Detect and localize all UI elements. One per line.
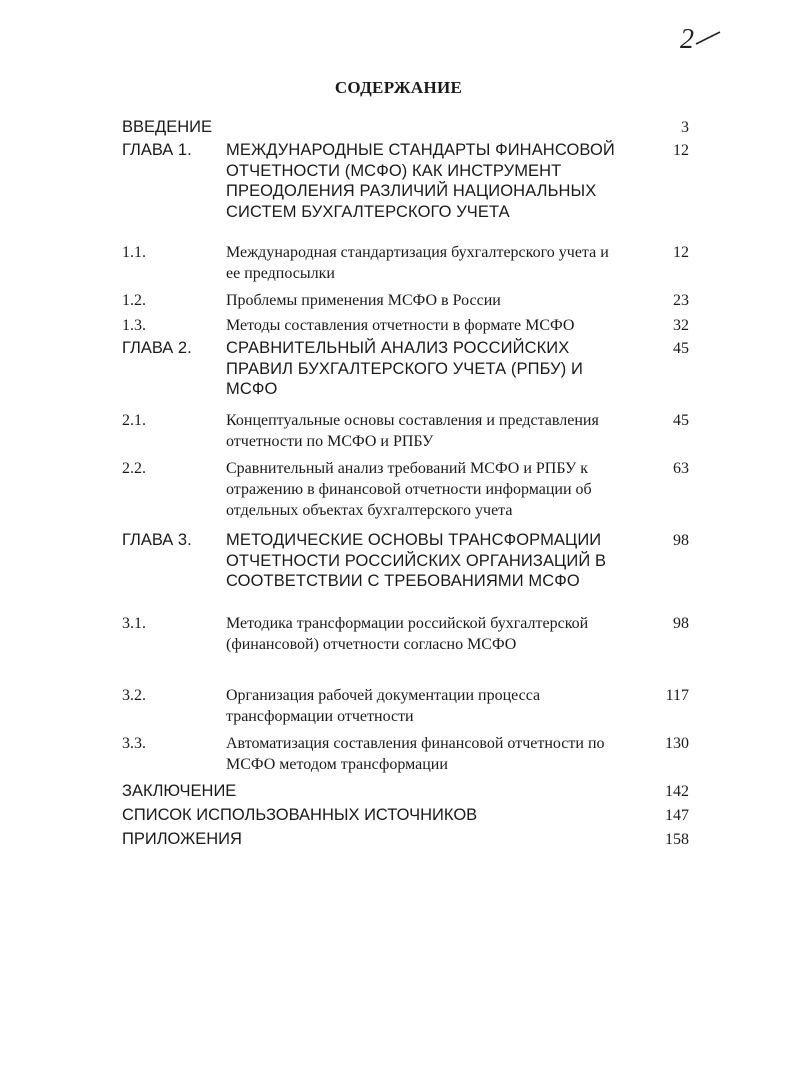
- toc-text: Проблемы применения МСФО в России: [226, 292, 501, 309]
- handwritten-page-number: [678, 24, 722, 54]
- svg-text:2: 2: [680, 24, 694, 54]
- toc-text: МЕТОДИЧЕСКИЕ ОСНОВЫ ТРАНСФОРМАЦИИ ОТЧЕТНОСТИ РОССИЙСКИХ ОРГАНИЗАЦИЙ В СООТВЕТСТВИИ С ТРЕБОВАНИЯМИ МСФО: [226, 531, 607, 590]
- page-title: СОДЕРЖАНИЕ: [334, 78, 463, 97]
- toc-text: СРАВНИТЕЛЬНЫЙ АНАЛИЗ РОССИЙСКИХ ПРАВИЛ БУХГАЛТЕРСКОГО УЧЕТА (РПБУ) И МСФО: [226, 339, 583, 398]
- toc-heading: ВВЕДЕНИЕ: [122, 118, 212, 136]
- toc-page: 130: [665, 735, 689, 752]
- toc-number: 3.2.: [122, 687, 146, 704]
- toc-text: Автоматизация составления финансовой отчетности по МСФО методом трансформации: [226, 735, 605, 773]
- toc-text: Методика трансформации российской бухгалтерской (финансовой) отчетности согласно МСФО: [226, 615, 589, 653]
- toc-text: Методы составления отчетности в формате МСФО: [226, 317, 575, 334]
- toc-text: Международная стандартизация бухгалтерского учета и ее предпосылки: [226, 244, 609, 282]
- toc-page: 23: [673, 292, 689, 309]
- toc-number: 3.3.: [122, 735, 146, 752]
- toc-number: 2.2.: [122, 460, 146, 477]
- toc-page: 117: [665, 687, 689, 704]
- toc-heading: ПРИЛОЖЕНИЯ: [122, 830, 242, 848]
- toc-page: 45: [673, 412, 689, 429]
- toc-text: Сравнительный анализ требований МСФО и РПБУ к отражению в финансовой отчетности информации об отдельных объектах бухгалтерского учета: [226, 460, 592, 519]
- toc-number: 2.1.: [122, 412, 146, 429]
- toc-text: МЕЖДУНАРОДНЫЕ СТАНДАРТЫ ФИНАНСОВОЙ ОТЧЕТНОСТИ (МСФО) КАК ИНСТРУМЕНТ ПРЕОДОЛЕНИЯ РАЗЛИЧИЙ НАЦИОНАЛЬНЫХ СИСТЕМ БУХГАЛТЕРСКОГО УЧЕТА: [226, 141, 615, 221]
- toc-page: 158: [665, 831, 689, 848]
- toc-number: ГЛАВА 2.: [122, 339, 192, 357]
- toc-number: 1.3.: [122, 317, 146, 334]
- toc-page: 45: [673, 340, 689, 357]
- toc-page: 142: [665, 783, 689, 800]
- toc-page: 12: [673, 244, 689, 261]
- toc-number: 3.1.: [122, 615, 146, 632]
- toc-number: ГЛАВА 1.: [122, 141, 192, 159]
- toc-page: 63: [673, 460, 689, 477]
- toc-page: 147: [665, 807, 689, 824]
- toc-heading: СПИСОК ИСПОЛЬЗОВАННЫХ ИСТОЧНИКОВ: [122, 806, 478, 824]
- toc-page: 12: [673, 142, 689, 159]
- toc-number: 1.2.: [122, 292, 146, 309]
- toc-page: 3: [681, 119, 689, 136]
- toc-page: 98: [673, 532, 689, 549]
- toc-page: 98: [673, 615, 689, 632]
- toc-number: ГЛАВА 3.: [122, 531, 192, 549]
- toc-heading: ЗАКЛЮЧЕНИЕ: [122, 782, 237, 800]
- toc-page: 32: [673, 317, 689, 334]
- toc-text: Организация рабочей документации процесса трансформации отчетности: [226, 687, 541, 725]
- toc-text: Концептуальные основы составления и представления отчетности по МСФО и РПБУ: [226, 412, 599, 450]
- toc-number: 1.1.: [122, 244, 146, 261]
